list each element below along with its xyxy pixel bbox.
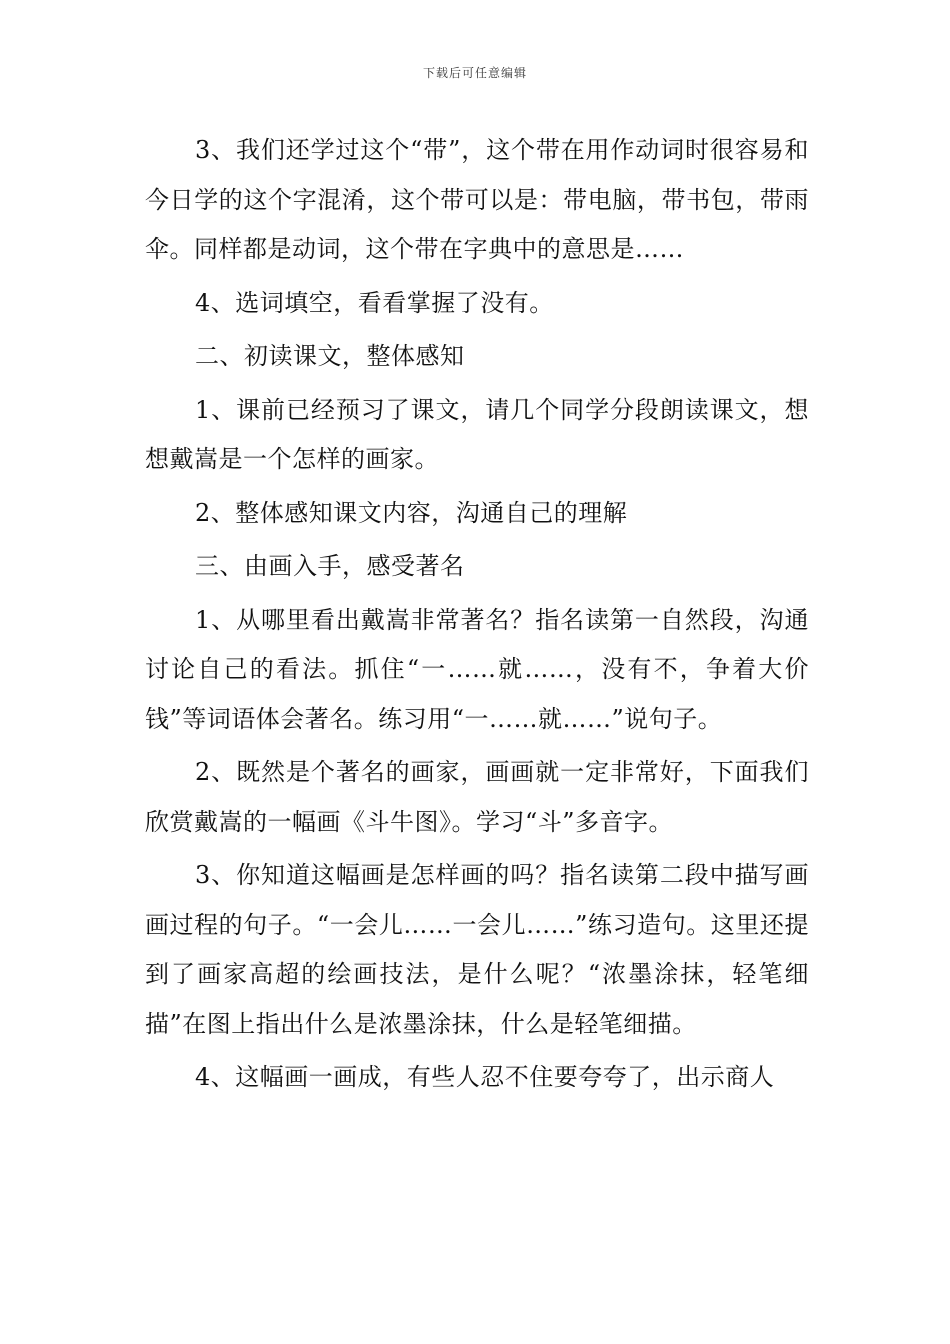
paragraph-technique: 3、你知道这幅画是怎样画的吗？指名读第二段中描写画画过程的句子。“一会儿……一会儿……”练习造句。这里还提到了画家高超的绘画技法，是什么呢？“浓墨涂抹，轻笔细描”在图上指出什么是浓墨涂抹，什么是轻笔细描。 xyxy=(145,861,809,1038)
paragraph-merchant: 4、这幅画一画成，有些人忍不住要夸夸了，出示商人 xyxy=(195,1063,775,1091)
document-body xyxy=(145,126,809,1107)
paragraph-painting: 2、既然是个著名的画家，画画就一定非常好，下面我们欣赏戴嵩的一幅画《斗牛图》。学习“斗”多音字。 xyxy=(145,758,809,836)
section-heading-3: 三、由画入手，感受著名 xyxy=(195,552,465,580)
paragraph-step-4-fill-blank: 4、选词填空，看看掌握了没有。 xyxy=(195,288,554,317)
paragraph-read-text: 1、课前已经预习了课文，请几个同学分段朗读课文，想想戴嵩是一个怎样的画家。 xyxy=(145,395,809,473)
paragraph-overall-perception: 2、整体感知课文内容，沟通自己的理解 xyxy=(195,498,628,527)
page-header: 下载后可任意编辑 xyxy=(422,66,527,80)
paragraph-step-3-dai: 3、我们还学过这个“带”，这个带在用作动词时很容易和今日学的这个字混淆，这个带可以是：带电脑，带书包，带雨伞。同样都是动词，这个带在字典中的意思是…… xyxy=(145,136,809,263)
section-heading-2: 二、初读课文，整体感知 xyxy=(195,342,465,370)
paragraph-famous: 1、从哪里看出戴嵩非常著名？指名读第一自然段，沟通讨论自己的看法。抓住“一……就……，没有不，争着大价钱”等词语体会著名。练习用“一……就……”说句子。 xyxy=(145,605,809,733)
